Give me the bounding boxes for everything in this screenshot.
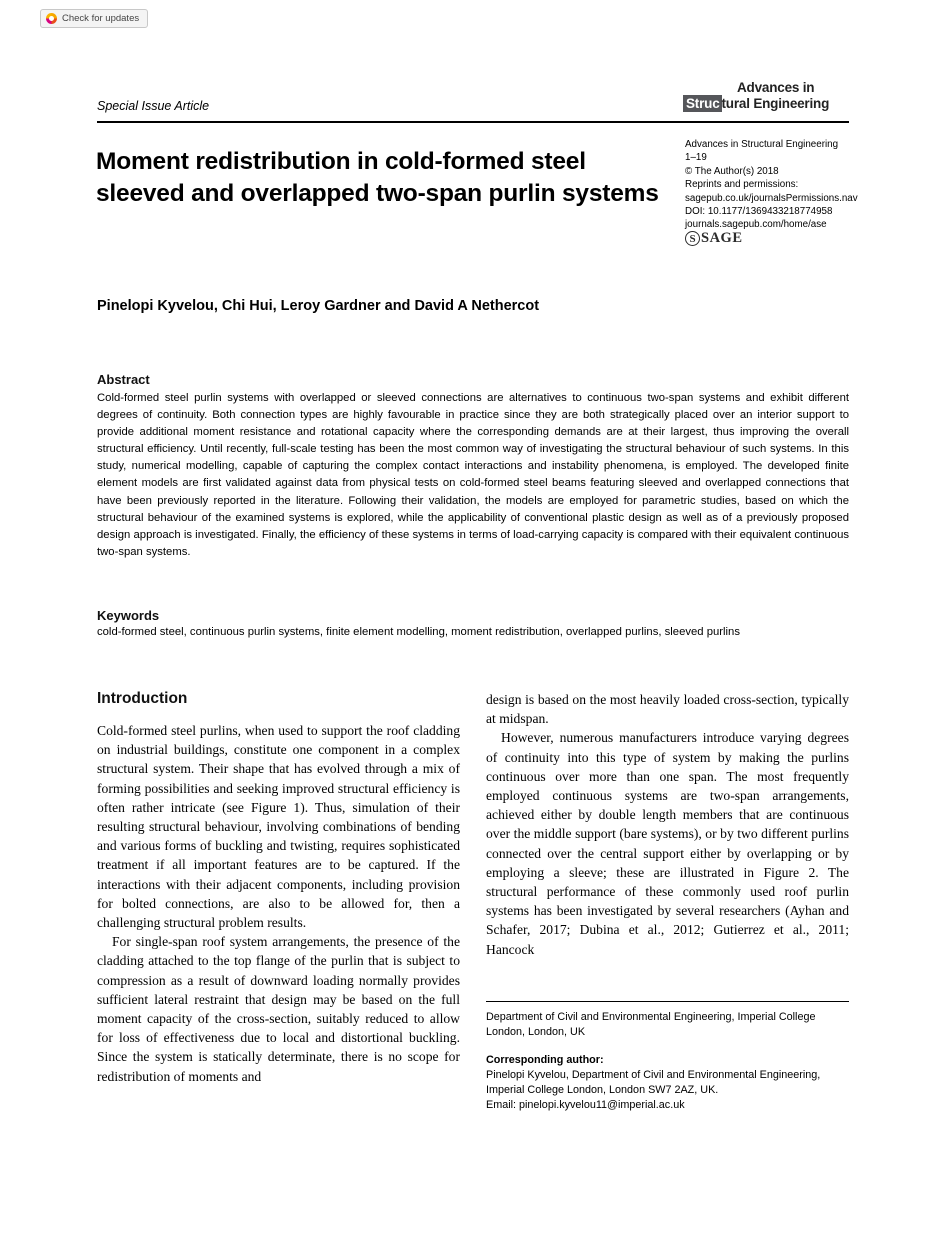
body-paragraph: design is based on the most heavily loaded cross-section, typically at midspan. [486, 692, 849, 727]
article-type-label: Special Issue Article [97, 99, 210, 113]
journal-meta-block [685, 138, 857, 232]
sage-logo [685, 230, 743, 247]
sage-wordmark: SAGE [701, 230, 743, 246]
check-for-updates-button[interactable] [40, 9, 148, 28]
check-for-updates-label: Check for updates [62, 13, 140, 24]
abstract-text: Cold-formed steel purlin systems with overlapped or sleeved connections are alternatives to continuous two-span systems and exhibit different degrees of continuity. Both connection types are highly favourable in practice since they are both strategically placed over an interior support to provide additional moment resistance and rotational capacity where the corresponding demands are at their largest, thus improving the overall structural efficiency. Until recently, full-scale testing has been the most common way of investigating the structural behaviour of such systems. In this study, numerical modelling, capable of capturing the complex contact interactions and instability phenomena, is employed. The developed finite element models are first validated against data from physical tests on cold-formed steel beams featuring sleeved and overlapped connections that have been previously reported in the literature. Following their validation, the models are employed for parametric studies, based on which the structural behaviour of the examined systems is explored, while the applicability of conventional plastic design as well as of a previously proposed design approach is investigated. Finally, the efficiency of these systems in terms of load-carrying capacity is compared with their equivalent continuous two-span systems. [97, 392, 849, 558]
corresponding-author-heading: Corresponding author: [486, 1054, 604, 1067]
sage-circle-s-icon: S [685, 231, 700, 246]
header-rule [97, 121, 849, 123]
journal-logo [683, 80, 849, 112]
meta-page-range: 1–19 [685, 152, 707, 164]
left-column [97, 690, 460, 1113]
body-paragraph: Cold-formed steel purlins, when used to support the roof cladding on industrial buildings, constitute one component in a complex structural system. Their shape that has evolved through a mix of forming possibilities and seeking improved structural efficiency is often rather intricate (see Figure 1). Thus, simulation of their resulting structural behaviour, involving combinations of bending and various forms of buckling and twisting, requires sophisticated treatment if all important features are to be captured. If the interactions with their adjacent components, including provision for bolted connections, are also to be allowed for, then a challenging structural problem results. [97, 723, 460, 931]
journal-logo-line2-rest: tural Engineering [721, 96, 830, 111]
abstract-heading: Abstract [97, 372, 150, 387]
meta-doi: DOI: 10.1177/1369433218774958 [685, 206, 833, 218]
meta-reprints: Reprints and permissions: [685, 179, 799, 191]
meta-permissions-url: sagepub.co.uk/journalsPermissions.nav [685, 192, 858, 204]
crossmark-icon [46, 13, 57, 24]
footnote-block [486, 1001, 849, 1113]
meta-journal-url: journals.sagepub.com/home/ase [685, 219, 827, 231]
meta-copyright: © The Author(s) 2018 [685, 165, 779, 177]
body-columns [97, 690, 849, 1113]
section-heading-introduction: Introduction [97, 690, 188, 707]
affiliation-text: Department of Civil and Environmental Engineering, Imperial College London, London, UK [486, 1010, 816, 1038]
body-paragraph: However, numerous manufacturers introduce varying degrees of continuity into this type of system by making the purlins continuous over more than one span. The most frequently employed continuous systems are two-span arrangements, achieved either by double length members that are continuous over the middle support (bare systems), or by two different purlins connected over the central support either by overlapping or by employing a sleeve; these are illustrated in Figure 2. The structural performance of these commonly used roof purlin systems has been investigated by several researchers (Ayhan and Schafer, 2017; Dubina et al., 2012; Gutierrez et al., 2011; Hancock [486, 730, 849, 957]
keywords-text: cold-formed steel, continuous purlin systems, finite element modelling, moment redistribution, overlapped purlins, sleeved purlins [97, 626, 740, 638]
corresponding-author-email: Email: pinelopi.kyvelou11@imperial.ac.uk [486, 1098, 685, 1111]
article-title: Moment redistribution in cold-formed steel sleeved and overlapped two-span purlin systems [96, 148, 659, 207]
journal-logo-line2 [683, 95, 829, 112]
journal-logo-line1: Advances in [737, 80, 815, 95]
right-column [486, 690, 849, 1113]
authors-line: Pinelopi Kyvelou, Chi Hui, Leroy Gardner and David A Nethercot [97, 298, 540, 314]
corresponding-author-text: Pinelopi Kyvelou, Department of Civil and Environmental Engineering, Imperial College London, London SW7 2AZ, UK. [486, 1069, 821, 1097]
journal-logo-highlight: Struc [683, 95, 722, 112]
meta-journal-name: Advances in Structural Engineering [685, 139, 839, 150]
body-paragraph: For single-span roof system arrangements, the presence of the cladding attached to the top flange of the purlin that is subject to compression as a result of downward loading normally provides sufficient lateral restraint that design may be based on the full moment capacity of the cross-section, suitably reduced to allow for loss of effectiveness due to local and distortional buckling. Since the system is statically determinate, there is no scope for redistribution of moments and [97, 934, 460, 1084]
keywords-heading: Keywords [97, 608, 160, 623]
